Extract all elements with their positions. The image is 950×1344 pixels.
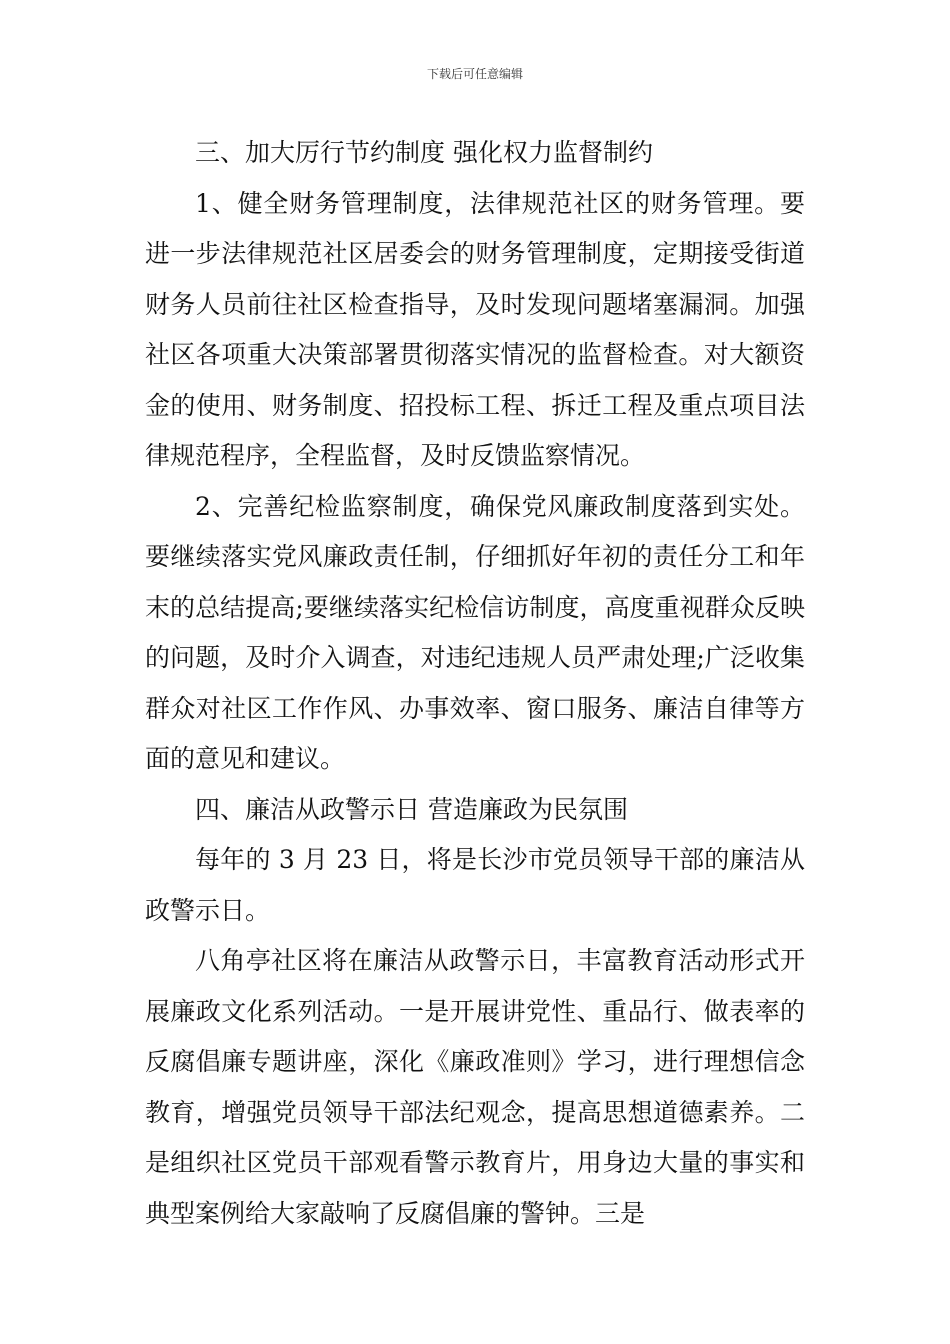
paragraph-discipline: 2、完善纪检监察制度，确保党风廉政制度落到实处。要继续落实党风廉政责任制，仔细抓好年初的责任分工和年末的总结提高;要继续落实纪检信访制度，高度重视群众反映的问题，及时介入调查，对违纪违规人员严肃处理;广泛收集群众对社区工作作风、办事效率、窗口服务、廉洁自律等方面的意见和建议。 xyxy=(145,491,805,773)
paragraph-activities: 八角亭社区将在廉洁从政警示日，丰富教育活动形式开展廉政文化系列活动。一是开展讲党性、重品行、做表率的反腐倡廉专题讲座，深化《廉政准则》学习，进行理想信念教育，增强党员领导干部法纪观念，提高思想道德素养。二是组织社区党员干部观看警示教育片，用身边大量的事实和典型案例给大家敲响了反腐倡廉的警钟。三是 xyxy=(145,946,805,1228)
paragraph-finance: 1、健全财务管理制度，法律规范社区的财务管理。要进一步法律规范社区居委会的财务管理制度，定期接受街道财务人员前往社区检查指导，及时发现问题堵塞漏洞。加强社区各项重大决策部署贯彻落实情况的监督检查。对大额资金的使用、财务制度、招投标工程、拆迁工程及重点项目法律规范程序，全程监督，及时反馈监察情况。 xyxy=(145,188,805,470)
paragraph-warning-day: 每年的 3 月 23 日，将是长沙市党员领导干部的廉洁从政警示日。 xyxy=(145,845,805,925)
page-header-note: 下载后可任意编辑 xyxy=(426,67,523,81)
section-heading-four: 四、廉洁从政警示日 营造廉政为民氛围 xyxy=(195,794,628,824)
section-heading-three: 三、加大厉行节约制度 强化权力监督制约 xyxy=(195,138,653,167)
document-body xyxy=(145,128,805,1239)
